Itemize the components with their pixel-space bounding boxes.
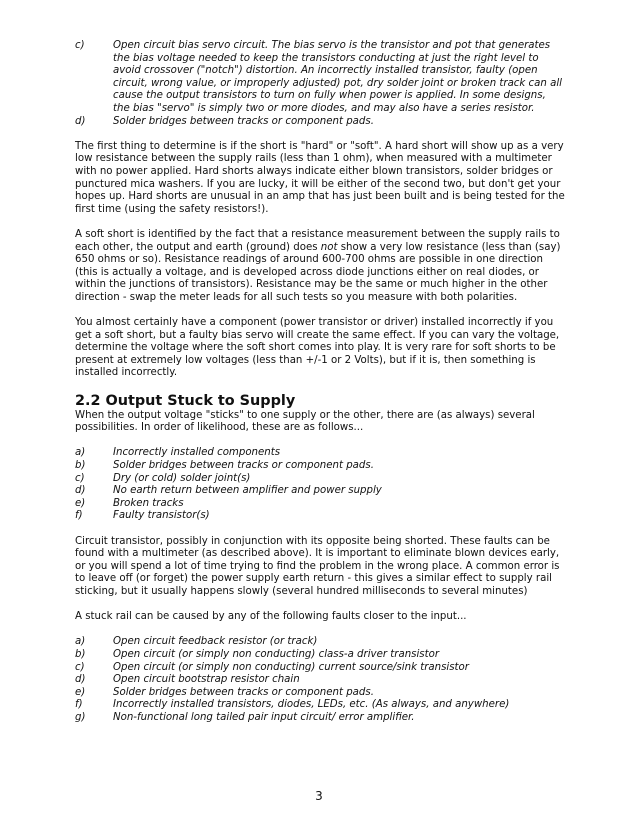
- paragraph-installed-incorrectly: You almost certainly have a component (power transistor or driver) installed incorrectly if you get a soft short, but a faulty bias servo will create the same effect. If you can vary the voltage, determine the voltage where the soft short comes into play. It is very rare for soft shorts to be present at extremely low voltages (less than +/-1 or 2 Volts), but if it is, then something is installed incorrectly.: [75, 317, 560, 379]
- list-text: Non-functional long tailed pair input circuit/ error amplifier.: [113, 711, 415, 723]
- list-text: Faulty transistor(s): [113, 510, 210, 522]
- page-number: 3: [315, 789, 323, 803]
- list-item: [75, 498, 565, 511]
- list-marker: c): [75, 661, 85, 673]
- list-text: Solder bridges between tracks or component pads.: [113, 686, 374, 698]
- list-item: [75, 636, 565, 649]
- paragraph-stuck-rail: A stuck rail can be caused by any of the following faults closer to the input...: [75, 611, 467, 623]
- list-text: Open circuit bias servo circuit. The bias servo is the transistor and pot that generates the bias voltage needed to keep the transistors conducting at just the right level to avoid crossover ("notch") distortion. An incorrectly installed transistor, faulty (open circuit, wrong value, or improperly adjusted) pot, dry solder joint or broken track can all cause the output transistors to turn on fully when power is applied. In some designs, the bias "servo" is simply two or more diodes, and may also have a series resistor.: [113, 40, 562, 114]
- list-text: Solder bridges between tracks or component pads.: [113, 115, 374, 127]
- list-marker: c): [75, 40, 85, 51]
- list-item: [75, 699, 565, 712]
- list-marker: b): [75, 648, 86, 660]
- bias-fault-list: [75, 40, 565, 128]
- list-marker: e): [75, 497, 86, 509]
- list-item: [75, 40, 565, 116]
- list-item: [75, 649, 565, 662]
- list-marker: a): [75, 447, 86, 459]
- list-marker: e): [75, 686, 86, 698]
- list-text: Open circuit (or simply non conducting) current source/sink transistor: [113, 661, 469, 673]
- list-marker: c): [75, 472, 85, 484]
- list-item: [75, 473, 565, 486]
- list-item: [75, 662, 565, 675]
- list-marker: f): [75, 699, 83, 711]
- list-text: Broken tracks: [113, 497, 184, 509]
- paragraph-circuit-transistor: Circuit transistor, possibly in conjunction with its opposite being shorted. These faults can be found with a multimeter (as described above). It is important to eliminate blown devices early, or you will spend a lot of time trying to find the problem in the wrong place. A common error is to leave off (or forget) the power supply earth return - this gives a similar effect to supply rail sticking, but it usually happens slowly (several hundred milliseconds to several minutes): [75, 535, 560, 597]
- list-text: Solder bridges between tracks or component pads.: [113, 460, 374, 471]
- list-text: No earth return between amplifier and power supply: [113, 485, 382, 497]
- list-marker: g): [75, 711, 86, 723]
- list-marker: d): [75, 115, 86, 127]
- list-item: [75, 485, 565, 498]
- list-item: [75, 116, 565, 129]
- list-marker: d): [75, 674, 86, 686]
- list-marker: d): [75, 485, 86, 497]
- list-item: [75, 712, 565, 725]
- list-item: [75, 510, 565, 523]
- stuck-cause-list: [75, 447, 565, 523]
- list-text: Dry (or cold) solder joint(s): [113, 472, 251, 484]
- list-marker: b): [75, 460, 86, 471]
- list-item: [75, 674, 565, 687]
- list-marker: a): [75, 636, 86, 648]
- list-item: [75, 460, 565, 473]
- list-marker: f): [75, 510, 83, 522]
- list-item: [75, 447, 565, 460]
- paragraph-hard-short: The first thing to determine is if the short is "hard" or "soft". A hard short will show up as a very low resistance between the supply rails (less than 1 ohm), when measured with a multimeter with no power applied. Hard shorts always indicate either blown transistors, solder bridges or punctured mica washers. If you are lucky, it will be either of the second two, but don't get your hopes up. Hard shorts are unusual in an amp that has just been built and is being tested for the first time (using the safety resistors!).: [75, 140, 565, 215]
- list-text: Incorrectly installed transistors, diodes, LEDs, etc. (As always, and anywhere): [113, 699, 510, 711]
- section-heading: 2.2 Output Stuck to Supply: [75, 392, 296, 409]
- input-fault-list: [75, 636, 565, 724]
- paragraph-stuck-intro: When the output voltage "sticks" to one supply or the other, there are (as always) several possibilities. In order of likelihood, these are as follows...: [75, 409, 535, 434]
- paragraph-soft-short: A soft short is identified by the fact that a resistance measurement between the supply rails to each other, the output and earth (ground) does not show a very low resistance (less than (say) 650 ohms or so). Resistance readings of around 600-700 ohms are possible in one direction (this is actually a voltage, and is developed across diode junctions either on real diodes, or within the junctions of transistors). Resistance may be the same or much higher in the other direction - swap the meter leads for all such tests so you measure with both polarities.: [75, 228, 561, 303]
- list-item: [75, 687, 565, 700]
- page-body: [75, 40, 565, 724]
- list-text: Open circuit (or simply non conducting) class-a driver transistor: [113, 648, 440, 660]
- list-text: Incorrectly installed components: [113, 447, 281, 459]
- list-text: Open circuit feedback resistor (or track): [113, 636, 318, 648]
- list-text: Open circuit bootstrap resistor chain: [113, 674, 300, 686]
